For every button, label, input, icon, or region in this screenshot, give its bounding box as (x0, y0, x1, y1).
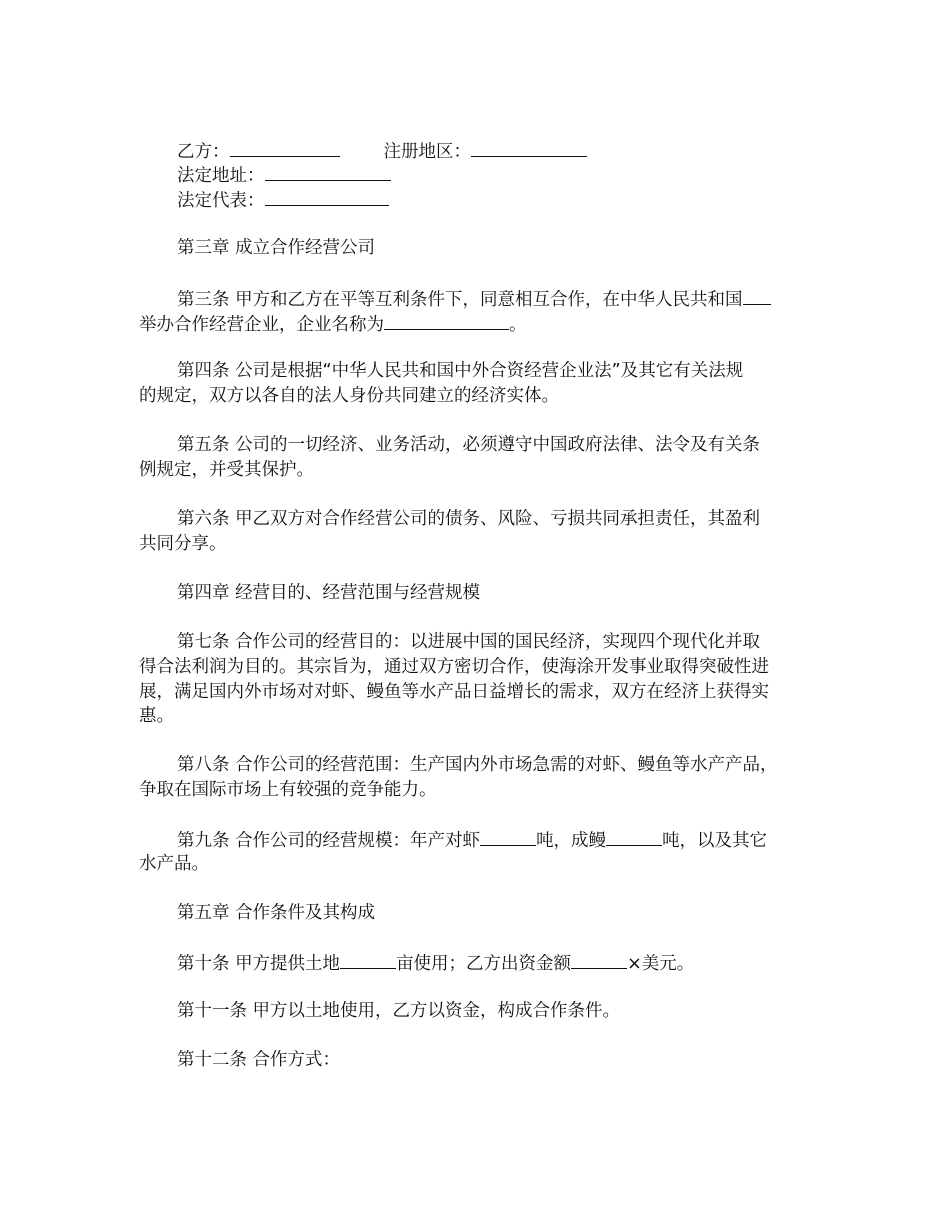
chapter-3-heading: 第三章 成立合作经营公司 (177, 238, 376, 258)
article-6-line-2: 共同分享。 (139, 534, 227, 554)
region-label: 注册地区： (383, 142, 471, 162)
eel-output-blank (606, 827, 662, 846)
party-b-label: 乙方： (177, 142, 230, 162)
article-8-line-2: 争取在国际市场上有较强的竞争能力。 (139, 780, 437, 800)
shrimp-output-blank (480, 827, 536, 846)
article-9-line-2: 水产品。 (139, 854, 209, 874)
article-7-line-1: 第七条 合作公司的经营目的：以进展中国的国民经济，实现四个现代化并取 (177, 632, 761, 652)
chapter-4-heading: 第四章 经营目的、经营范围与经营规模 (177, 583, 481, 603)
article-11: 第十一条 甲方以土地使用，乙方以资金，构成合作条件。 (177, 1001, 621, 1021)
article-3-period: 。 (509, 315, 527, 335)
article-9-text-3: 吨，以及其它 (662, 831, 768, 851)
article-3-line-1 (177, 286, 771, 313)
address-blank (265, 162, 391, 181)
representative-label: 法定代表： (177, 191, 265, 211)
article-5-line-2: 例规定，并受其保护。 (139, 460, 314, 480)
article-12: 第十二条 合作方式： (177, 1050, 341, 1070)
article-10-text-3: ×美元。 (627, 954, 695, 974)
representative-row (177, 187, 389, 214)
chapter-5-heading: 第五章 合作条件及其构成 (177, 903, 376, 923)
article-10-text-2: 亩使用；乙方出资金额 (396, 954, 572, 974)
article-7-line-2: 得合法利润为目的。其宗旨为，通过双方密切合作，使海涂开发事业取得突破性进 (139, 657, 769, 677)
country-region-blank (743, 286, 771, 305)
company-name-blank (384, 311, 509, 330)
article-3-text-2: 举办合作经营企业，企业名称为 (139, 315, 384, 335)
article-7-line-3: 展，满足国内外市场对对虾、鳗鱼等水产品日益增长的需求，双方在经济上获得实 (139, 682, 769, 702)
article-9-text-2: 吨，成鳗 (536, 831, 607, 851)
party-b-row (177, 138, 587, 165)
article-8-line-1: 第八条 合作公司的经营范围：生产国内外市场急需的对虾、鳗鱼等水产产品， (177, 755, 778, 775)
article-4-line-1: 第四条 公司是根据“中华人民共和国中外合资经营企业法”及其它有关法规 (177, 361, 744, 381)
land-area-blank (340, 950, 396, 969)
article-3-text: 第三条 甲方和乙方在平等互利条件下，同意相互合作，在中华人民共和国 (177, 290, 743, 310)
article-10-text: 第十条 甲方提供土地 (177, 954, 341, 974)
article-9-line-1 (177, 827, 767, 854)
party-b-blank (230, 138, 340, 157)
address-row (177, 162, 391, 189)
representative-blank (265, 187, 389, 206)
article-7-line-4: 惠。 (139, 706, 174, 726)
article-4-line-2: 的规定，双方以各自的法人身份共同建立的经济实体。 (139, 386, 559, 406)
article-10 (177, 950, 694, 977)
article-3-line-2 (139, 311, 527, 338)
article-5-line-1: 第五条 公司的一切经济、业务活动，必须遵守中国政府法律、法令及有关条 (177, 435, 761, 455)
investment-amount-blank (571, 950, 627, 969)
article-6-line-1: 第六条 甲乙双方对合作经营公司的债务、风险、亏损共同承担责任，其盈利 (177, 509, 761, 529)
address-label: 法定地址： (177, 166, 265, 186)
region-blank (471, 138, 587, 157)
article-9-text: 第九条 合作公司的经营规模：年产对虾 (177, 831, 481, 851)
